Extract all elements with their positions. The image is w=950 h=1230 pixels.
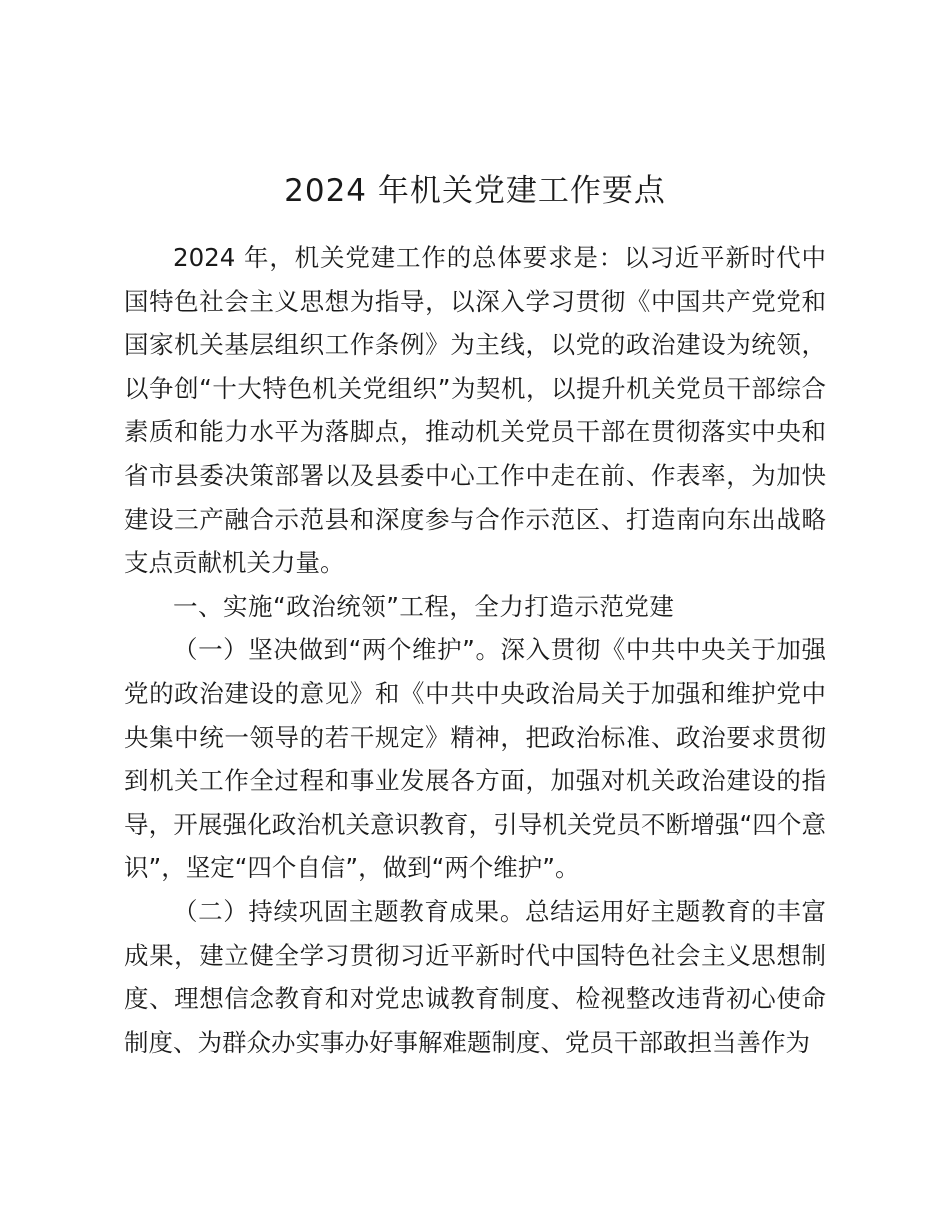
paragraph-item-2: （二）持续巩固主题教育成果。总结运用好主题教育的丰富成果，建立健全学习贯彻习近平新时代中国特色社会主义思想制度、理想信念教育和对党忠诚教育制度、检视整改违背初心使命制度、为群众办实事办好事解难题制度、党员干部敢担当善作为 [124, 896, 826, 1057]
paragraph-item-1: （一）坚决做到“两个维护”。深入贯彻《中共中央关于加强党的政治建设的意见》和《中共中央政治局关于加强和维护党中央集中统一领导的若干规定》精神，把政治标准、政治要求贯彻到机关工作全过程和事业发展各方面，加强对机关政治建设的指导，开展强化政治机关意识教育，引导机关党员不断增强“四个意识”，坚定“四个自信”，做到“两个维护”。 [124, 635, 826, 883]
document-body [124, 236, 826, 1064]
section-heading-1: 一、实施“政治统领”工程，全力打造示范党建 [173, 591, 675, 621]
document-title: 2024 年机关党建工作要点 [284, 173, 666, 209]
paragraph-overall-requirements: 2024 年，机关党建工作的总体要求是：以习近平新时代中国特色社会主义思想为指导，以深入学习贯彻《中国共产党党和国家机关基层组织工作条例》为主线，以党的政治建设为统领，以争创“十大特色机关党组织”为契机，以提升机关党员干部综合素质和能力水平为落脚点，推动机关党员干部在贯彻落实中央和省市县委决策部署以及县委中心工作中走在前、作表率，为加快建设三产融合示范县和深度参与合作示范区、打造南向东出战略支点贡献机关力量。 [124, 243, 826, 578]
